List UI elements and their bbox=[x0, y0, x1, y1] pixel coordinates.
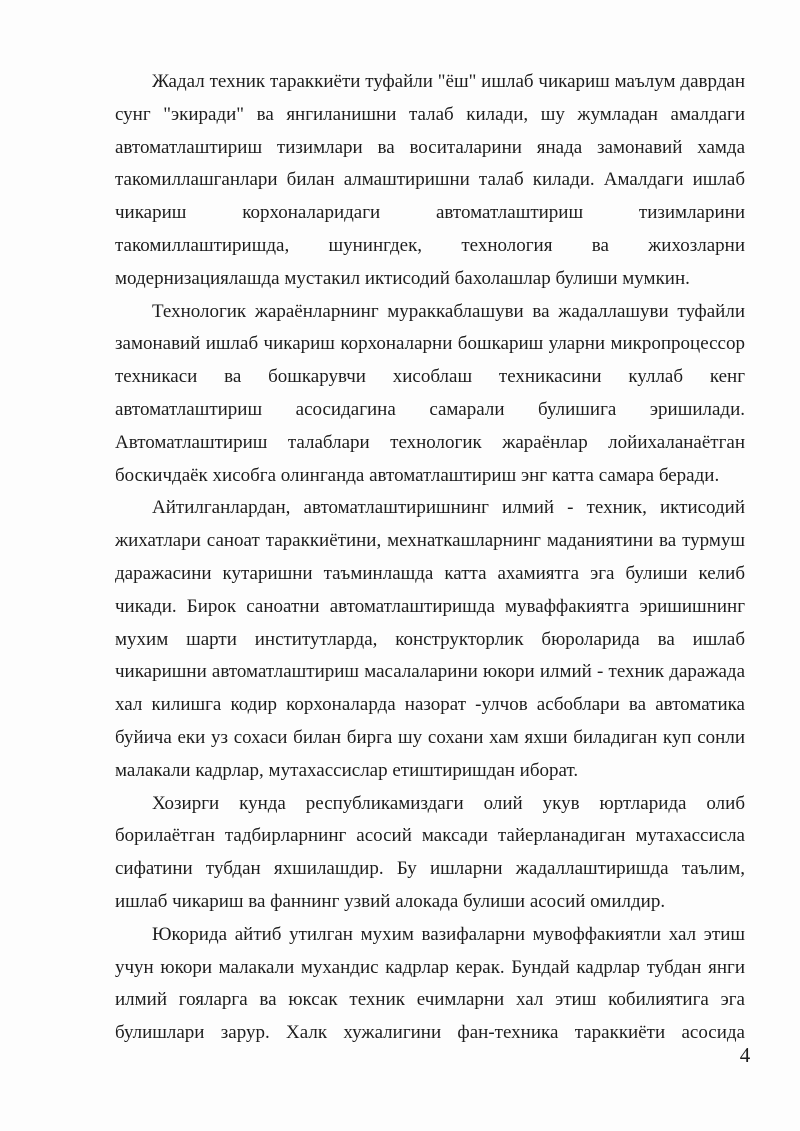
text-line: малакали кадрлар, мутахассислар етиштиришдан иборат. bbox=[115, 759, 579, 781]
text-line: Технологик жараёнларнинг мураккаблашуви ва жадаллашуви туфайли bbox=[152, 300, 745, 322]
text-line: Жадал техник тараккиёти туфайли "ёш" ишлаб чикариш маълум даврдан bbox=[152, 71, 745, 92]
text-line: борилаётган тадбирларнинг асосий максади тайерланадиган мутахассисла bbox=[115, 825, 745, 847]
text-line: такомиллашганлари билан алмаштиришни талаб килади. Амалдаги ишлаб bbox=[115, 169, 745, 191]
text-line: техникаси ва бошкарувчи хисоблаш техникасини куллаб кенг bbox=[115, 366, 745, 388]
body-text bbox=[115, 66, 745, 1050]
text-line: Автоматлаштириш талаблари технологик жараёнлар лойихаланаётган bbox=[115, 431, 745, 453]
text-line: автоматлаштириш тизимлари ва воситаларини янада замонавий хамда bbox=[115, 136, 745, 158]
page-number: 4 bbox=[739, 1043, 751, 1067]
paragraph bbox=[115, 919, 745, 1050]
text-line: Хозирги кунда республикамиздаги олий укув юртларида олиб bbox=[152, 792, 745, 814]
text-line: модернизациялашда мустакил иктисодий бахолашлар булиши мумкин. bbox=[115, 267, 690, 289]
text-line: булишлари зарур. Халк хужалигини фан-техника тараккиёти асосида bbox=[115, 1022, 745, 1044]
text-line: ишлаб чикариш ва фаннинг узвий алокада булиши асосий омилдир. bbox=[115, 890, 666, 912]
text-line: сунг "экиради" ва янгиланишни талаб килади, шу жумладан амалдаги bbox=[115, 103, 745, 125]
text-line: такомиллаштиришда, шунингдек, технология ва жихозларни bbox=[115, 234, 745, 256]
paragraph bbox=[115, 492, 745, 787]
text-line: Юкорида айтиб утилган мухим вазифаларни мувоффакиятли хал этиш bbox=[152, 923, 745, 945]
text-line: хал килишга кодир корхоналарда назорат -улчов асбоблари ва автоматика bbox=[115, 694, 745, 716]
text-line: автоматлаштириш асосидагина самарали булишига эришилади. bbox=[115, 398, 745, 420]
paragraph bbox=[115, 788, 745, 919]
paragraph bbox=[115, 66, 745, 296]
text-line: чикариш корхоналаридаги автоматлаштириш тизимларини bbox=[115, 202, 745, 224]
text-line: Айтилганлардан, автоматлаштиришнинг илмий - техник, иктисодий bbox=[152, 497, 745, 519]
paragraph bbox=[115, 296, 745, 493]
text-line: чикади. Бирок саноатни автоматлаштиришда муваффакиятга эришишнинг bbox=[115, 595, 745, 617]
text-line: замонавий ишлаб чикариш корхоналарни бошкариш уларни микропроцессор bbox=[115, 333, 745, 355]
text-line: илмий гояларга ва юксак техник ечимларни хал этиш кобилиятига эга bbox=[115, 989, 745, 1011]
text-line: сифатини тубдан яхшилашдир. Бу ишларни жадаллаштиришда таълим, bbox=[115, 858, 745, 880]
text-line: буйича еки уз сохаси билан бирга шу сохани хам яхши биладиган куп сонли bbox=[115, 726, 745, 748]
text-line: жихатлари саноат тараккиётини, мехнаткашларнинг маданиятини ва турмуш bbox=[115, 530, 745, 552]
text-line: боскичдаёк хисобга олинганда автоматлаштириш энг катта самара беради. bbox=[115, 464, 720, 486]
text-line: чикаришни автоматлаштириш масалаларини юкори илмий - техник даражада bbox=[115, 661, 745, 683]
text-line: учун юкори малакали мухандис кадрлар керак. Бундай кадрлар тубдан янги bbox=[115, 956, 745, 978]
text-line: мухим шарти институтларда, конструкторлик бюроларида ва ишлаб bbox=[115, 628, 745, 650]
text-line: даражасини кутаришни таъминлашда катта ахамиятга эга булиши келиб bbox=[115, 562, 745, 584]
